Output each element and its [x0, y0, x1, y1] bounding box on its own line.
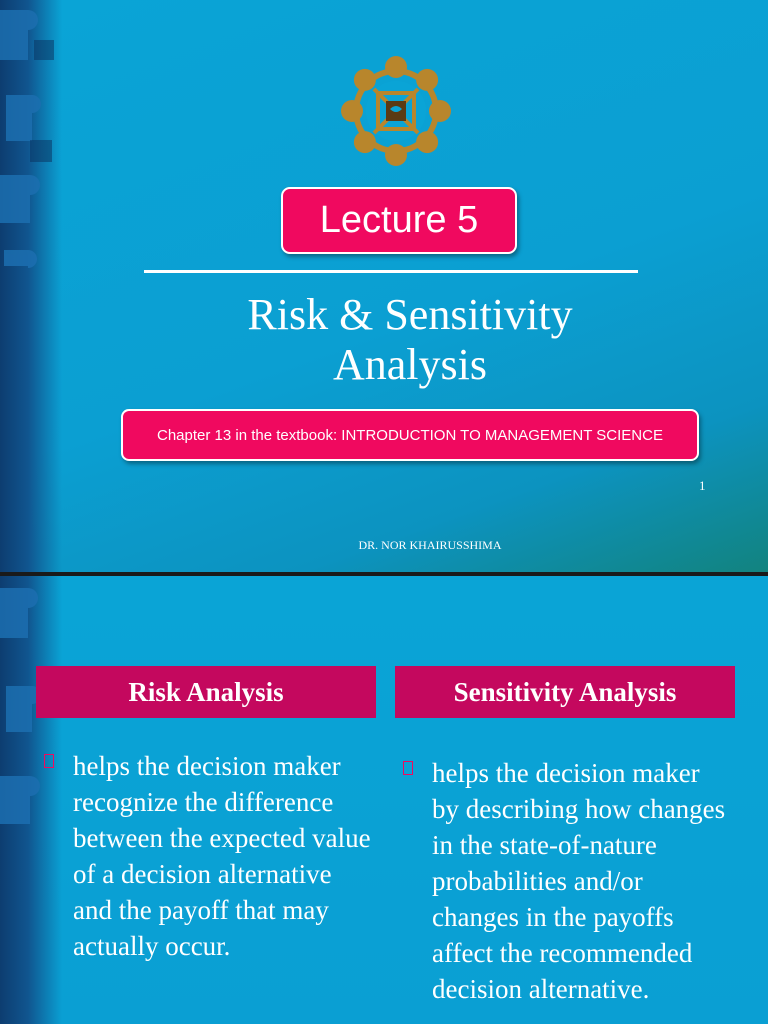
chapter-reference-badge: Chapter 13 in the textbook: INTRODUCTION TO MANAGEMENT SCIENCE	[121, 409, 699, 461]
risk-analysis-description: helps the decision maker recognize the difference between the expected value of a decision alternative and the payoff that may actually occur.	[73, 751, 371, 961]
content-slide	[0, 576, 768, 1024]
sensitivity-analysis-heading: Sensitivity Analysis	[395, 666, 735, 718]
author-name: DR. NOR KHAIRUSSHIMA	[358, 538, 502, 552]
lecture-number-badge: Lecture 5	[281, 187, 517, 254]
puzzle-border-decoration	[0, 576, 62, 1024]
sensitivity-analysis-description: helps the decision maker by describing how changes in the state-of-nature probabilities and/or changes in the payoffs affect the recommended decision alternative.	[432, 758, 726, 1004]
puzzle-border-decoration	[0, 0, 62, 572]
bullet-icon	[403, 761, 413, 775]
bullet-icon	[44, 754, 54, 768]
title-line-1: Risk & Sensitivity	[247, 290, 573, 339]
title-divider	[144, 270, 638, 273]
risk-analysis-heading: Risk Analysis	[36, 666, 376, 718]
title-line-2: Analysis	[333, 340, 487, 389]
slide-title	[150, 290, 670, 390]
page-number: 1	[699, 478, 706, 493]
university-crest-icon	[339, 54, 453, 168]
